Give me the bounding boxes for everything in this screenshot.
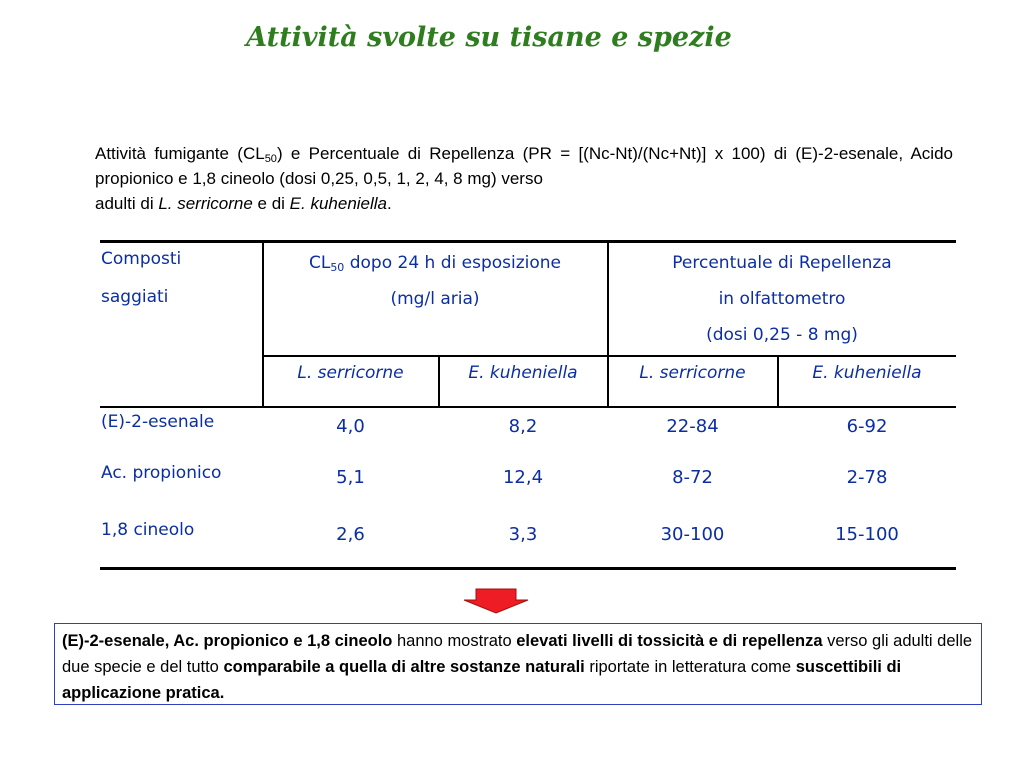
row-value-2-2: 12,4 bbox=[502, 467, 544, 488]
row-compound-3: 1,8 cineolo bbox=[101, 520, 195, 540]
subheader-pr-serricorne: L. serricorne bbox=[639, 363, 746, 383]
row-value-1-4: 6-92 bbox=[846, 416, 888, 437]
page-title: Attività svolte su tisane e spezie bbox=[246, 22, 732, 53]
row-value-3-1: 2,6 bbox=[336, 524, 365, 545]
subheader-cl-serricorne: L. serricorne bbox=[297, 363, 404, 383]
header-repellency-line1: Percentuale di Repellenza bbox=[672, 253, 892, 273]
table-top-rule bbox=[100, 240, 956, 243]
intro-species-2: E. kuheniella bbox=[289, 194, 388, 213]
row-compound-1: (E)-2-esenale bbox=[101, 412, 215, 432]
intro-text-3: adulti di bbox=[95, 194, 159, 213]
header-cl50-unit: (mg/l aria) bbox=[390, 289, 480, 309]
subheader-cl-kuheniella: E. kuheniella bbox=[468, 363, 578, 383]
header-cl-subscript: 50 bbox=[330, 261, 345, 274]
subheader-pr-kuheniella: E. kuheniella bbox=[812, 363, 922, 383]
header-compounds-line1: Composti bbox=[101, 249, 182, 269]
row-value-3-3: 30-100 bbox=[660, 524, 725, 545]
conclusion-bold-4: suscettibili di applicazione pratica. bbox=[62, 658, 902, 702]
row-value-3-4: 15-100 bbox=[835, 524, 899, 545]
intro-text-4: e di bbox=[252, 194, 290, 213]
row-value-2-3: 8-72 bbox=[672, 467, 713, 488]
row-value-3-2: 3,3 bbox=[508, 524, 538, 545]
conclusion-text-2: verso gli adulti delle due specie e del tutto bbox=[62, 632, 973, 676]
row-value-2-4: 2-78 bbox=[846, 467, 888, 488]
header-cl50 bbox=[263, 245, 607, 281]
intro-text-1: Attività fumigante (CL bbox=[95, 144, 265, 163]
conclusion-text-1: hanno mostrato bbox=[392, 632, 517, 650]
row-compound-2: Ac. propionico bbox=[101, 463, 222, 483]
table-bottom-rule bbox=[100, 567, 956, 570]
header-repellency-line2: in olfattometro bbox=[718, 289, 846, 309]
intro-subscript: 50 bbox=[264, 153, 277, 165]
row-value-2-1: 5,1 bbox=[336, 467, 365, 488]
intro-species-1: L. serricorne bbox=[158, 194, 253, 213]
header-cl-rest: dopo 24 h di esposizione bbox=[344, 253, 562, 273]
intro-text-5: . bbox=[387, 194, 392, 213]
header-compounds-line2: saggiati bbox=[101, 287, 169, 307]
header-cl-prefix: CL bbox=[308, 253, 331, 273]
header-repellency-line3: (dosi 0,25 - 8 mg) bbox=[706, 325, 858, 345]
conclusion-bold-3: comparabile a quella di altre sostanze naturali bbox=[223, 658, 585, 676]
intro-text-2: ) e Percentuale di Repellenza (PR = [(Nc-Nt)/(Nc+Nt)] x 100) di (E)-2-esenale, Acido propionico e 1,8 cineolo (dosi 0,25, 0,5, 1, 2, 4, 8 mg) verso bbox=[95, 144, 953, 188]
down-arrow-icon bbox=[462, 588, 530, 614]
conclusion-text-3: riportate in letteratura come bbox=[584, 658, 796, 676]
table-header-bottom-rule bbox=[100, 406, 956, 408]
conclusion-box bbox=[54, 623, 982, 705]
row-value-1-3: 22-84 bbox=[666, 416, 719, 437]
row-value-1-1: 4,0 bbox=[336, 416, 365, 437]
conclusion-bold-2: elevati livelli di tossicità e di repellenza bbox=[516, 632, 823, 650]
row-value-1-2: 8,2 bbox=[508, 416, 538, 437]
conclusion-bold-1: (E)-2-esenale, Ac. propionico e 1,8 cineolo bbox=[62, 632, 393, 650]
intro-paragraph bbox=[95, 141, 953, 216]
